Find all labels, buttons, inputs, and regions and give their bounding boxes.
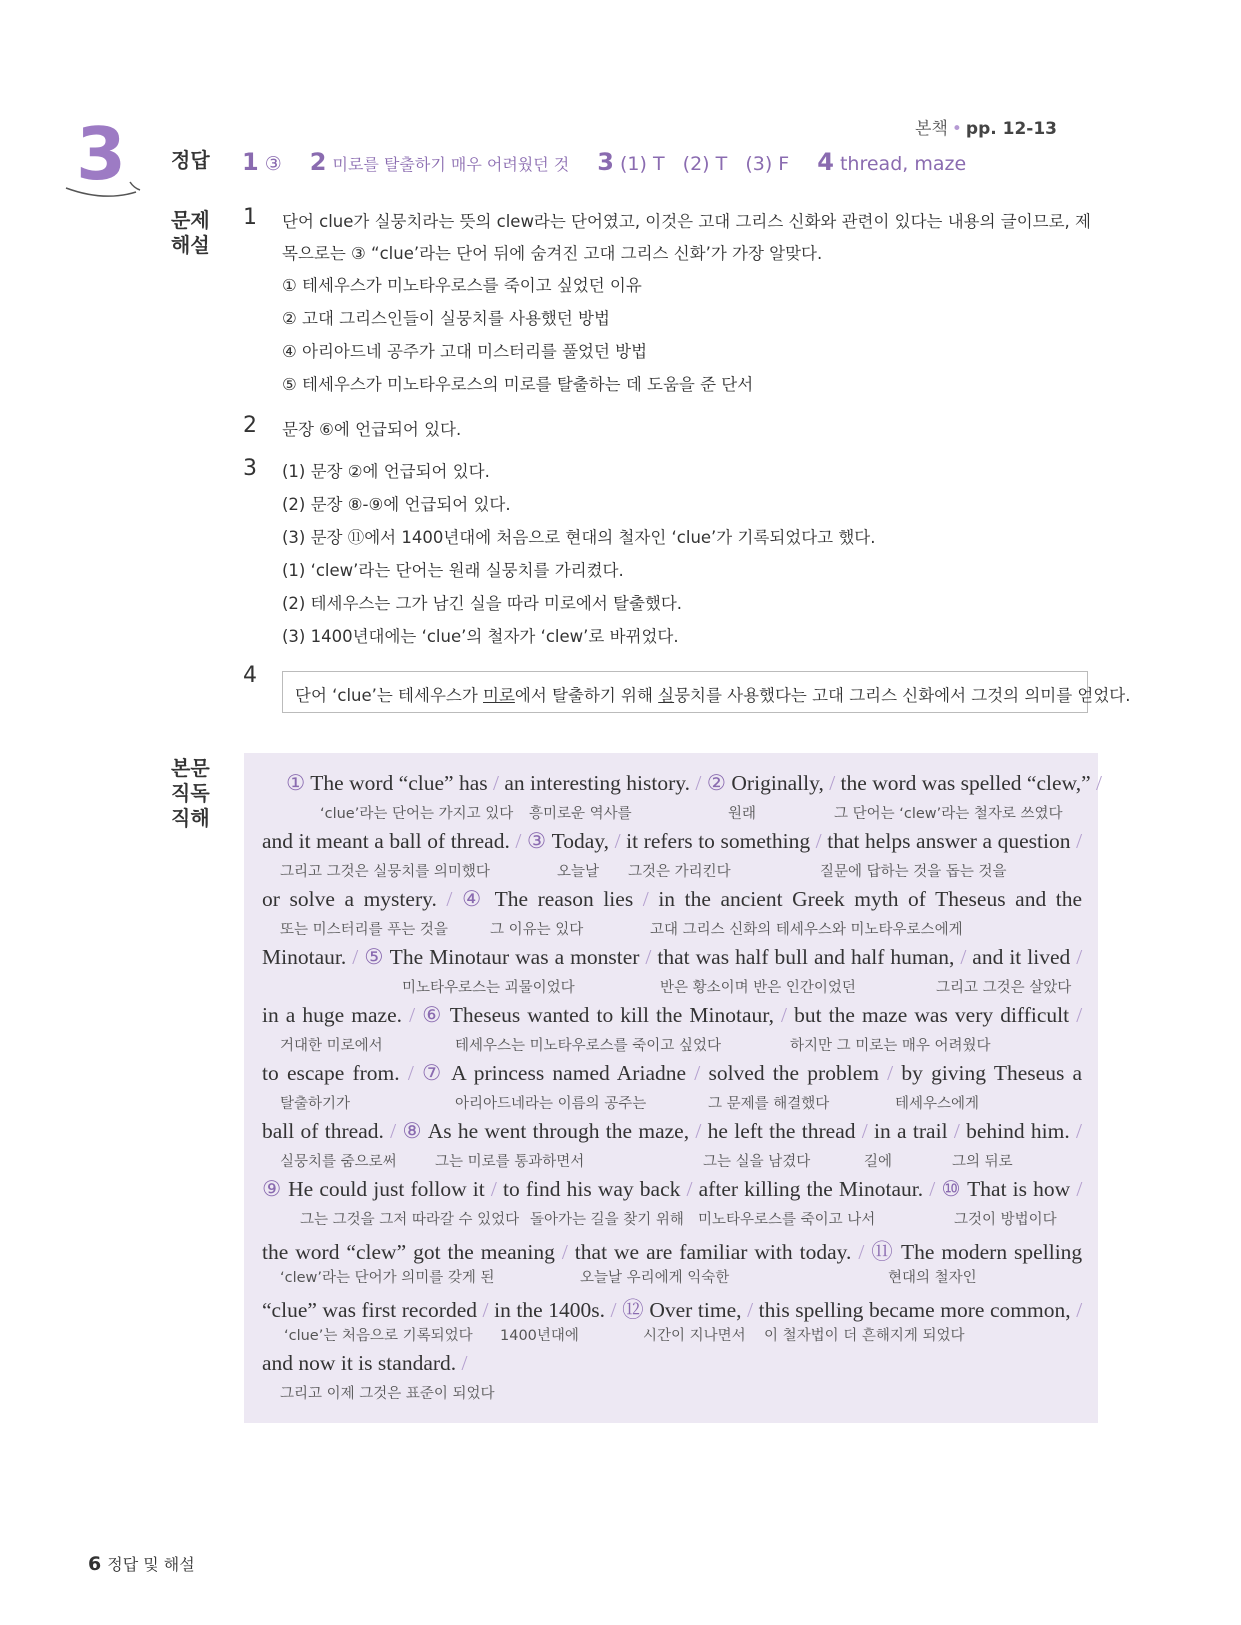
reading-english: the word “clew” got the meaning / that we are familiar with today. / ⑪ The modern spelling [262,1240,1083,1264]
answer-4-text: 뭉치를 사용했다는 고대 그리스 신화에서 그것의 의미를 얻었다. [674,686,1131,705]
answer-text-2: 미로를 탈출하기 매우 어려웠던 것 [332,155,570,174]
explanation-line: (3) 문장 ⑪에서 1400년대에 처음으로 현대의 철자인 ‘clue’가 기록되었다고 했다. [282,528,876,547]
reading-korean-gloss: 시간이 지나면서 [643,1328,746,1344]
answer-4-text: 단어 ‘clue’는 테세우스가 [295,686,484,705]
reading-label-1: 본문 [171,756,210,780]
answer-num-3: 3 [597,148,614,176]
answer-4-text: 에서 탈출하기 위해 [514,686,659,705]
reading-korean-gloss: 그것이 방법이다 [954,1212,1057,1228]
answer-text-1: ③ [264,153,282,175]
reading-korean-gloss: 이 철자법이 더 흔해지게 되었다 [764,1328,965,1344]
answer-num-4: 4 [817,148,834,176]
reading-line [262,1119,1083,1170]
question-number-2: 2 [243,413,257,438]
question-number-3: 3 [243,456,257,481]
reading-korean-gloss: 그리고 그것은 살았다 [936,980,1072,996]
reading-korean-gloss: 그 이유는 있다 [490,922,584,938]
reading-korean-gloss: 길에 [864,1154,893,1170]
answer-4-underlined-1: 미로 [483,686,515,705]
answer-text-4: thread, maze [839,153,967,175]
reading-korean-gloss: 그는 그것을 그저 따라갈 수 있었다 [300,1212,520,1228]
reading-line [262,1061,1083,1112]
explanation-line: 단어 clue가 실뭉치라는 뜻의 clew라는 단어였고, 이것은 고대 그리스 신화와 관련이 있다는 내용의 글이므로, 제 [282,212,1091,231]
reading-korean-gloss: 1400년대에 [500,1328,579,1344]
reading-korean-gloss: 반은 황소이며 반은 인간이었던 [660,980,856,996]
unit-number-underline-icon [64,180,144,202]
reading-korean-gloss: 그의 뒤로 [952,1154,1013,1170]
explanation-line: 목으로는 ③ “clue’라는 단어 뒤에 숨겨진 고대 그리스 신화’가 가장 알맞다. [282,244,823,263]
reading-line [262,1351,1082,1402]
answer-text-3: (1) T (2) T (3) F [619,153,790,175]
reading-line [262,771,1102,822]
explanation-line: (3) 1400년대에는 ‘clue’의 철자가 ‘clew’로 바뀌었다. [282,627,679,646]
page-ref-pages: pp. 12-13 [965,119,1057,139]
explanation-line: ② 고대 그리스인들이 실뭉치를 사용했던 방법 [282,309,610,328]
page-ref-prefix: 본책 [915,119,948,139]
explanation-label-1: 문제 [171,208,210,232]
explanation-label-2: 해설 [171,233,210,257]
reading-english: to escape from. / ⑦ A princess named Ariadne / solved the problem / by giving Theseus a [262,1061,1083,1085]
answer-num-1: 1 [242,148,259,176]
reading-english: in a huge maze. / ⑥ Theseus wanted to kill the Minotaur, / but the maze was very difficult / [262,1003,1083,1027]
page-ref-dot: • [951,119,962,139]
answer-4-underlined-2: 실 [658,686,675,705]
reading-korean-gloss: 그리고 이제 그것은 표준이 되었다 [280,1386,495,1402]
reading-korean-gloss: 또는 미스터리를 푸는 것을 [280,922,448,938]
reading-korean-gloss: 그것은 가리킨다 [628,864,731,880]
reading-korean-gloss: ‘clew’라는 단어가 의미를 갖게 된 [280,1270,495,1286]
answer-row [242,148,988,176]
reading-korean-gloss: 아리아드네라는 이름의 공주는 [455,1096,647,1112]
reading-english: Minotaur. / ⑤ The Minotaur was a monster / that was half bull and half human, / and it lived / [262,945,1083,969]
reading-korean-gloss: 질문에 답하는 것을 돕는 것을 [820,864,1007,880]
reading-english: ball of thread. / ⑧ As he went through the maze, / he left the thread / in a trail / behind him. / [262,1119,1083,1143]
reading-korean-gloss: 현대의 철자인 [888,1270,977,1286]
unit-number: 3 [76,112,127,196]
reading-korean-gloss: 그 문제를 해결했다 [708,1096,830,1112]
reading-korean-gloss: ‘clue’는 처음으로 기록되었다 [284,1328,473,1344]
explanation-line: (2) 테세우스는 그가 남긴 실을 따라 미로에서 탈출했다. [282,594,683,613]
footer [88,1552,195,1575]
reading-line [262,1003,1083,1054]
question-number-1: 1 [243,205,257,230]
explanation-line: 문장 ⑥에 언급되어 있다. [282,420,462,439]
reading-english: and it meant a ball of thread. / ③ Today, / it refers to something / that helps answer a question / [262,829,1083,853]
reading-korean-gloss: 하지만 그 미로는 매우 어려웠다 [790,1038,991,1054]
answer-num-2: 2 [309,148,327,176]
reading-korean-gloss: 실뭉치를 줌으로써 [280,1154,397,1170]
reading-korean-gloss: ‘clue’라는 단어는 가지고 있다 [320,806,514,822]
reading-english: ① The word “clue” has / an interesting history. / ② Originally, / the word was spelled “clew,” / [286,771,1102,795]
reading-label-3: 직해 [171,806,210,830]
reading-korean-gloss: 고대 그리스 신화의 테세우스와 미노타우로스에게 [650,922,963,938]
reading-english: and now it is standard. / [262,1351,468,1375]
reading-korean-gloss: 거대한 미로에서 [280,1038,383,1054]
reading-line [262,887,1083,938]
answer-label: 정답 [171,148,210,172]
explanation-line: ① 테세우스가 미노타우로스를 죽이고 싶었던 이유 [282,276,642,295]
explanation-line: (1) 문장 ②에 언급되어 있다. [282,462,490,481]
reading-korean-gloss: 돌아가는 길을 찾기 위해 [530,1212,684,1228]
explanation-line: ④ 아리아드네 공주가 고대 미스터리를 풀었던 방법 [282,342,648,361]
reading-line [262,1293,1083,1344]
reading-korean-gloss: 오늘날 우리에게 익숙한 [580,1270,730,1286]
reading-english: “clue” was first recorded / in the 1400s. / ⑫ Over time, / this spelling became more common, / [262,1298,1083,1322]
explanation-line: (1) ‘clew’라는 단어는 원래 실뭉치를 가리켰다. [282,561,624,580]
page-number: 6 [88,1553,102,1575]
reading-line [262,945,1083,996]
reading-korean-gloss: 그리고 그것은 실뭉치를 의미했다 [280,864,490,880]
reading-line [262,1235,1083,1286]
reading-korean-gloss: 테세우스는 미노타우로스를 죽이고 싶었다 [455,1038,721,1054]
reading-english: ⑨ He could just follow it / to find his way back / after killing the Minotaur. / ⑩ That is how / [262,1177,1083,1201]
reading-korean-gloss: 테세우스에게 [895,1096,980,1112]
reading-korean-gloss: 그 단어는 ‘clew’라는 철자로 쓰였다 [834,806,1063,822]
reading-korean-gloss: 흥미로운 역사를 [529,806,632,822]
reading-label-2: 직독 [171,781,210,805]
reading-line [262,1177,1083,1228]
question-number-4: 4 [243,663,257,688]
page-reference [915,114,1057,139]
reading-korean-gloss: 원래 [728,806,757,822]
reading-korean-gloss: 미노타우로스를 죽이고 나서 [698,1212,876,1228]
footer-title: 정답 및 해설 [107,1555,195,1574]
reading-korean-gloss: 미노타우로스는 괴물이었다 [402,980,575,996]
answer-4-box [282,671,1131,713]
explanation-line: (2) 문장 ⑧-⑨에 언급되어 있다. [282,495,511,514]
reading-passage [244,753,1102,1423]
reading-korean-gloss: 그는 실을 남겼다 [703,1154,811,1170]
reading-korean-gloss: 그는 미로를 통과하면서 [435,1154,585,1170]
reading-korean-gloss: 탈출하기가 [280,1096,351,1112]
reading-english: or solve a mystery. / ④ The reason lies / in the ancient Greek myth of Theseus and the [262,887,1083,911]
explanation-line: ⑤ 테세우스가 미노타우로스의 미로를 탈출하는 데 도움을 준 단서 [282,375,754,394]
reading-korean-gloss: 오늘날 [557,864,600,880]
reading-line [262,829,1083,880]
